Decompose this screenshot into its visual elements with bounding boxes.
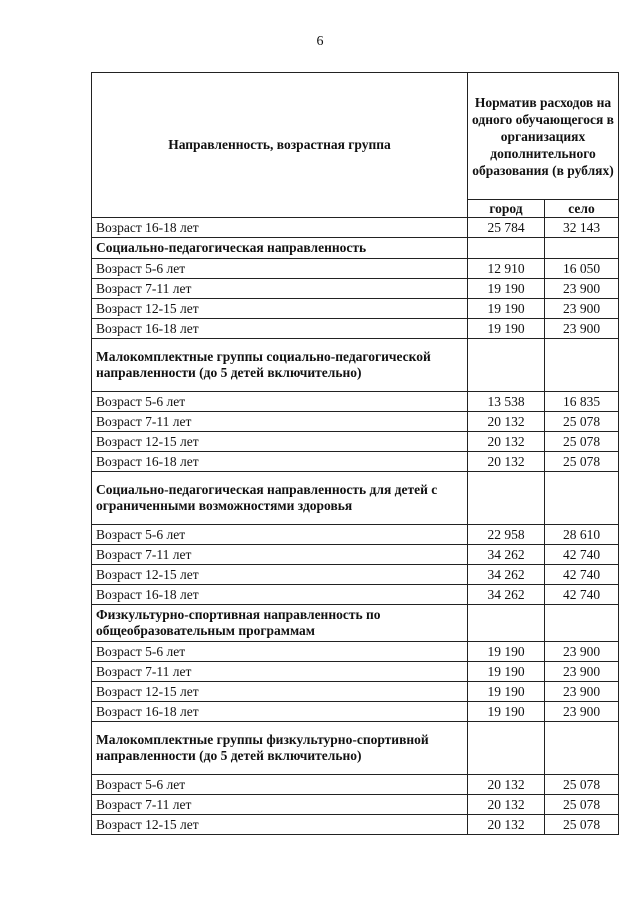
table-row [92,795,619,815]
age-group-cell: Возраст 12-15 лет [92,565,468,585]
section-village-cell [545,339,619,392]
age-group-cell: Возраст 7-11 лет [92,412,468,432]
table-row [92,392,619,412]
village-value-cell: 25 078 [545,432,619,452]
city-value-cell: 19 190 [468,662,545,682]
village-value-cell: 25 078 [545,452,619,472]
age-group-cell: Возраст 12-15 лет [92,432,468,452]
table-row [92,662,619,682]
village-value-cell: 42 740 [545,565,619,585]
section-row [92,722,619,775]
table-row [92,545,619,565]
age-group-cell: Возраст 16-18 лет [92,702,468,722]
age-group-cell: Возраст 16-18 лет [92,218,468,238]
village-value-cell: 16 050 [545,259,619,279]
section-village-cell [545,238,619,259]
section-row [92,238,619,259]
table-body [92,218,619,835]
village-value-cell: 25 078 [545,412,619,432]
age-group-cell: Возраст 5-6 лет [92,525,468,545]
age-group-cell: Возраст 7-11 лет [92,279,468,299]
table-row [92,452,619,472]
village-value-cell: 23 900 [545,702,619,722]
village-value-cell: 23 900 [545,319,619,339]
village-value-cell: 25 078 [545,795,619,815]
city-value-cell: 19 190 [468,299,545,319]
age-group-cell: Возраст 5-6 лет [92,642,468,662]
header-norm-column: Норматив расходов на одного обучающегося в организациях дополнительного образования (в рублях) [468,73,619,200]
section-row [92,605,619,642]
city-value-cell: 34 262 [468,545,545,565]
section-village-cell [545,722,619,775]
village-value-cell: 23 900 [545,642,619,662]
city-value-cell: 20 132 [468,452,545,472]
age-group-cell: Возраст 12-15 лет [92,682,468,702]
section-village-cell [545,472,619,525]
expense-norms-table [91,72,619,835]
city-value-cell: 19 190 [468,279,545,299]
table-row [92,815,619,835]
city-value-cell: 19 190 [468,319,545,339]
age-group-cell: Возраст 16-18 лет [92,452,468,472]
village-value-cell: 28 610 [545,525,619,545]
table-row [92,565,619,585]
city-value-cell: 20 132 [468,412,545,432]
city-value-cell: 19 190 [468,642,545,662]
city-value-cell: 19 190 [468,702,545,722]
city-value-cell: 20 132 [468,432,545,452]
table-row [92,279,619,299]
age-group-cell: Возраст 5-6 лет [92,392,468,412]
city-value-cell: 25 784 [468,218,545,238]
city-value-cell: 19 190 [468,682,545,702]
age-group-cell: Возраст 12-15 лет [92,299,468,319]
village-value-cell: 23 900 [545,682,619,702]
header-city: город [468,200,545,218]
table-row [92,412,619,432]
age-group-cell: Возраст 12-15 лет [92,815,468,835]
village-value-cell: 23 900 [545,299,619,319]
section-title: Социально-педагогическая направленность для детей с ограниченными возможностями здоровья [92,472,468,525]
city-value-cell: 20 132 [468,815,545,835]
age-group-cell: Возраст 7-11 лет [92,662,468,682]
city-value-cell: 22 958 [468,525,545,545]
header-village: село [545,200,619,218]
table-row [92,525,619,545]
table-row [92,319,619,339]
table-row [92,642,619,662]
table-row [92,432,619,452]
age-group-cell: Возраст 5-6 лет [92,775,468,795]
village-value-cell: 32 143 [545,218,619,238]
section-city-cell [468,605,545,642]
city-value-cell: 20 132 [468,795,545,815]
table-row [92,775,619,795]
city-value-cell: 20 132 [468,775,545,795]
section-title: Социально-педагогическая направленность [92,238,468,259]
age-group-cell: Возраст 5-6 лет [92,259,468,279]
section-city-cell [468,238,545,259]
table-row [92,702,619,722]
village-value-cell: 25 078 [545,775,619,795]
section-title: Физкультурно-спортивная направленность по общеобразовательным программам [92,605,468,642]
table-row [92,585,619,605]
section-city-cell [468,722,545,775]
section-city-cell [468,339,545,392]
table-row [92,218,619,238]
city-value-cell: 34 262 [468,585,545,605]
table-row [92,259,619,279]
city-value-cell: 12 910 [468,259,545,279]
section-row [92,339,619,392]
village-value-cell: 42 740 [545,545,619,565]
section-village-cell [545,605,619,642]
village-value-cell: 16 835 [545,392,619,412]
section-row [92,472,619,525]
village-value-cell: 23 900 [545,279,619,299]
page-number: 6 [316,34,324,49]
section-city-cell [468,472,545,525]
age-group-cell: Возраст 16-18 лет [92,319,468,339]
age-group-cell: Возраст 16-18 лет [92,585,468,605]
city-value-cell: 34 262 [468,565,545,585]
section-title: Малокомплектные группы физкультурно-спортивной направленности (до 5 детей включительно) [92,722,468,775]
age-group-cell: Возраст 7-11 лет [92,795,468,815]
village-value-cell: 42 740 [545,585,619,605]
city-value-cell: 13 538 [468,392,545,412]
table-row [92,299,619,319]
header-group-column: Направленность, возрастная группа [92,73,468,218]
section-title: Малокомплектные группы социально-педагогической направленности (до 5 детей включительно) [92,339,468,392]
age-group-cell: Возраст 7-11 лет [92,545,468,565]
table-row [92,682,619,702]
village-value-cell: 23 900 [545,662,619,682]
village-value-cell: 25 078 [545,815,619,835]
